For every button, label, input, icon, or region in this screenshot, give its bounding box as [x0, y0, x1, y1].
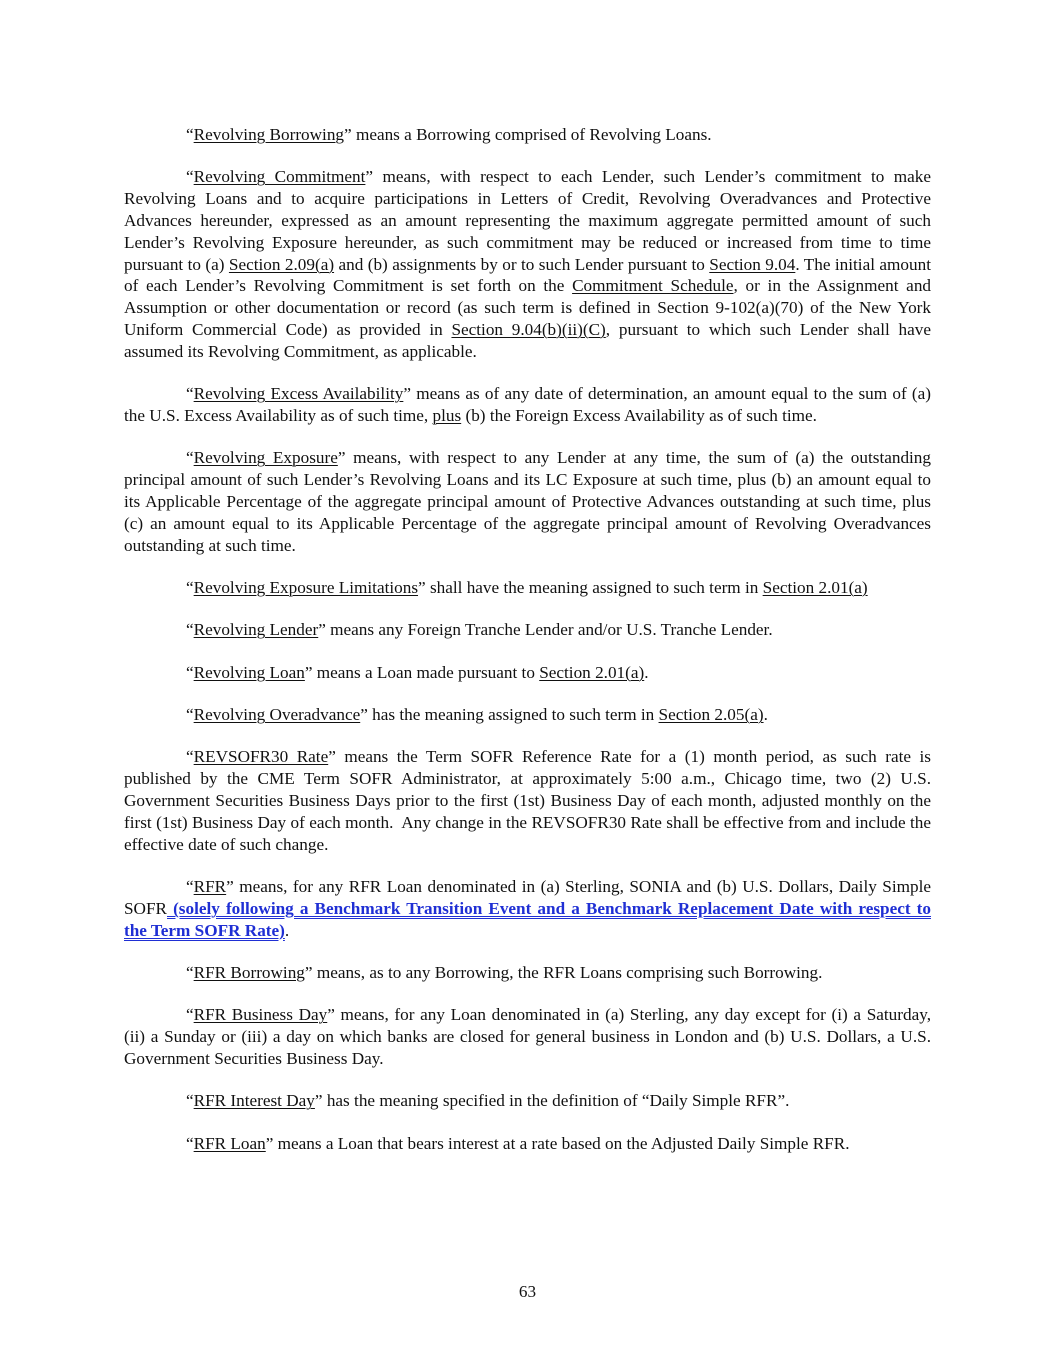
cross-reference: Commitment Schedule [572, 276, 734, 296]
definition-revolving-excess-availability [124, 383, 931, 427]
defined-term: Revolving Overadvance [193, 705, 361, 725]
text-run: “ [186, 877, 194, 897]
cross-reference: Section 2.09(a) [228, 254, 335, 274]
text-run: “ [186, 125, 194, 144]
text-run: ” means, with respect to each Lender, such Lender’s commitment to make Revolving Loans and to acquire participations in Letters of Credit, Revolving Overadvances and Protective Advances hereunder, expressed as an amount representing the maximum aggregate permitted amount of such Lender’s Revolving Exposure hereunder, as such commitment may be reduced or increased from time to time pursuant to (a) [124, 167, 932, 274]
defined-term: Revolving Excess Availability [193, 384, 404, 404]
text-run: (b) the Foreign Excess Availability as of such time. [461, 405, 817, 425]
definition-revsofr30-rate [124, 746, 931, 855]
text-run: ” shall have the meaning assigned to such term in [418, 577, 763, 597]
defined-term: Revolving Lender [193, 620, 319, 640]
text-run: ” means, with respect to any Lender at any time, the sum of (a) the outstanding principal amount of such Lender’s Revolving Loans and its LC Exposure at such time, plus (b) an amount equal to its Applicable Percentage of the aggregate principal amount of Protective Advances outstanding at such time, plus (c) an amount equal to its Applicable Percentage of the aggregate principal amount of Revolving Overadvances outstanding at such time. [124, 448, 931, 555]
defined-term: RFR Business Day [193, 1005, 328, 1025]
document-page [124, 124, 931, 1175]
text-run: ” means a Loan made pursuant to [304, 662, 540, 682]
text-run: “ [186, 662, 194, 682]
defined-term: Revolving Exposure Limitations [193, 577, 419, 597]
definition-revolving-borrowing [124, 124, 931, 146]
inserted-text: (solely following a Benchmark Transition Event and a Benchmark Replacement Date with respect to the Term SOFR Rate) [124, 898, 931, 940]
text-run: ” has the meaning specified in the definition of “Daily Simple RFR”. [314, 1091, 790, 1111]
definition-rfr-interest-day [124, 1090, 931, 1112]
cross-reference: Section 2.01(a) [762, 577, 868, 597]
defined-term: RFR [193, 877, 227, 897]
definition-revolving-overadvance [124, 704, 931, 726]
definition-rfr [124, 876, 931, 941]
definition-rfr-loan [124, 1133, 931, 1155]
text-run: ” means any Foreign Tranche Lender and/or U.S. Tranche Lender. [318, 620, 773, 640]
text-run: “ [186, 167, 194, 187]
text-run: “ [186, 620, 194, 640]
text-run: . The initial amount of each Lender’s Revolving Commitment is set forth on the [124, 254, 931, 296]
defined-term: Revolving Loan [193, 662, 305, 682]
cross-reference: Section 2.05(a) [658, 705, 764, 725]
definition-rfr-borrowing [124, 962, 931, 984]
defined-term: REVSOFR30 Rate [193, 747, 329, 767]
definition-revolving-exposure-limitations [124, 577, 931, 599]
cross-reference: Section 2.01(a) [539, 662, 645, 682]
text-run: ” has the meaning assigned to such term in [360, 705, 659, 725]
cross-reference: Section 9.04 [709, 254, 796, 274]
definition-revolving-lender [124, 619, 931, 641]
text-run: “ [186, 1133, 194, 1153]
defined-term: Revolving Exposure [193, 448, 338, 468]
text-run: ” means a Loan that bears interest at a rate based on the Adjusted Daily Simple RFR. [265, 1133, 850, 1153]
text-run: “ [186, 1005, 194, 1025]
text-run: . [763, 705, 768, 725]
text-run: . [284, 920, 290, 940]
text-run: “ [186, 705, 194, 725]
defined-term: Revolving Borrowing [193, 125, 345, 144]
text-run: , or in the Assignment and Assumption or other documentation or record (as such term is defined in Section 9-102(a)(70) of the New York Uniform Commercial Code) as provided in [124, 276, 932, 339]
definition-rfr-business-day [124, 1004, 931, 1069]
text-run: ” means a Borrowing comprised of Revolving Loans. [344, 125, 712, 144]
text-run: ” means the Term SOFR Reference Rate for a (1) month period, as such rate is published by the CME Term SOFR Administrator, at approximately 5:00 a.m., Chicago time, two (2) U.S. Government Securities Business Days prior to the first (1st) Business Day of each month, adjusted monthly on the first (1st) Business Day of each month. Any change in the REVSOFR30 Rate shall be effective from and include the effective date of such change. [124, 747, 931, 854]
text-run: ” means, for any RFR Loan denominated in (a) Sterling, SONIA and (b) U.S. Dollars, Daily Simple SOFR [124, 877, 931, 918]
definition-revolving-loan [124, 662, 931, 684]
text-run: ” means, for any Loan denominated in (a) Sterling, any day except for (i) a Saturday, (ii) a Sunday or (iii) a day on which banks are closed for general business in London and (b) U.S. Dollars, a U.S. Government Securities Business Day. [124, 1005, 931, 1069]
text-run: and (b) assignments by or to such Lender pursuant to [334, 254, 710, 274]
definition-revolving-commitment [124, 166, 931, 362]
text-run: “ [186, 448, 194, 468]
text-run: “ [186, 963, 194, 983]
definition-revolving-exposure [124, 447, 931, 556]
defined-term: RFR Interest Day [193, 1091, 315, 1111]
text-run: . [644, 662, 649, 682]
cross-reference: Section 9.04(b)(ii)(C) [451, 319, 606, 339]
text-run: “ [186, 747, 194, 767]
page-number: 63 [518, 1282, 537, 1301]
text-run: ” means, as to any Borrowing, the RFR Loans comprising such Borrowing. [304, 963, 823, 983]
cross-reference: plus [432, 405, 462, 425]
text-run: , pursuant to which such Lender shall have assumed its Revolving Commitment, as applicable. [124, 319, 931, 361]
text-run: ” means as of any date of determination, an amount equal to the sum of (a) the U.S. Excess Availability as of such time, [124, 384, 932, 425]
defined-term: RFR Borrowing [193, 963, 305, 983]
text-run: “ [186, 384, 194, 404]
defined-term: RFR Loan [193, 1133, 266, 1153]
text-run: “ [186, 1091, 194, 1111]
defined-term: Revolving Commitment [193, 167, 366, 187]
text-run: “ [186, 577, 194, 597]
